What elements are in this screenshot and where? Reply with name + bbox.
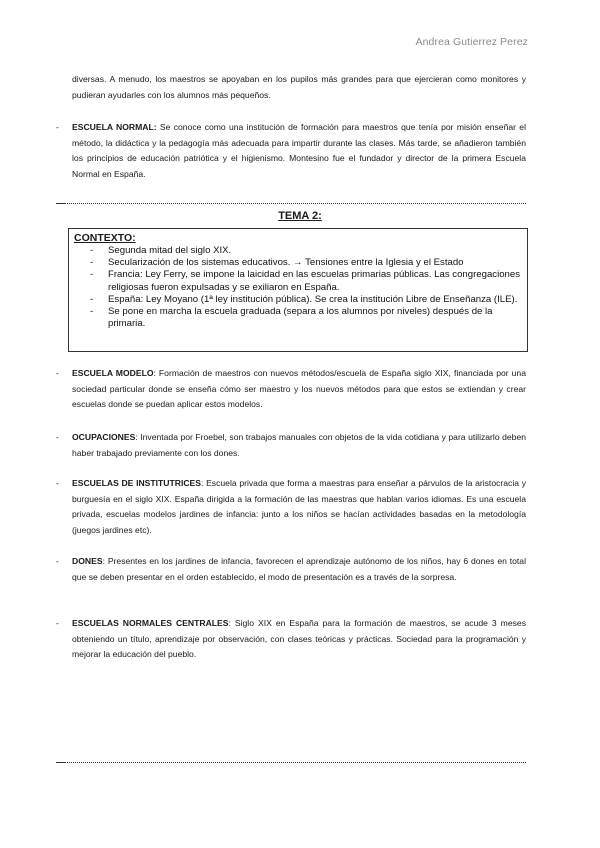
definition: : Presentes en los jardines de infancia, favorecen el aprendizaje autónomo de los niños, hay 6 dones en total que se deben presentar en el orden establecido, el modo de presentación es a través de la sorpresa. xyxy=(72,556,526,582)
bullet-dash: - xyxy=(56,368,59,378)
context-item: - Se pone en marcha la escuela graduada (separa a los alumnos por niveles) después de la primaria. xyxy=(90,306,493,330)
context-title: CONTEXTO: xyxy=(74,232,136,244)
term-escuela-normal: ESCUELA NORMAL: xyxy=(72,122,157,132)
item-escuelas-normales-centrales xyxy=(56,616,526,663)
bullet-dash: - xyxy=(56,556,59,566)
item-escuela-modelo xyxy=(56,366,526,413)
bullet-dash: - xyxy=(56,122,59,132)
term: DONES xyxy=(72,556,103,566)
definition: : Escuela privada que forma a maestras para enseñar a párvulos de la aristocracia y burguesía en el siglo XIX. España dirigida a la formación de las maestras que hablan varios idiomas. Es una escuela privada, escuelas modelos jardines de infancia: junto a los niños se hacían actividades basadas en la metodología (juegos jardines etc). xyxy=(72,478,526,535)
item-escuelas-institutrices xyxy=(56,476,526,538)
bullet-dash: - xyxy=(56,432,59,442)
term: ESCUELAS NORMALES CENTRALES xyxy=(72,618,229,628)
definition: : Siglo XIX en España para la formación de maestros, se acude 3 meses obteniendo un título, aprendizaje por observación, con clases teóricas y prácticas. Sociedad para la programación y mejorar la educación del pueblo. xyxy=(72,618,526,660)
bullet-dash: - xyxy=(56,478,59,488)
definition: : Formación de maestros con nuevos métodos/escuela de España siglo XIX, financiada por una sociedad particular donde se enseña cómo ser maestro y los nuevos métodos para que estos se extiendan y crear escuelas donde se puedan aplicar estos modelos. xyxy=(72,368,526,410)
term: OCUPACIONES xyxy=(72,432,136,442)
item-ocupaciones xyxy=(56,430,526,461)
item-dones xyxy=(56,554,526,585)
context-item: - Segunda mitad del siglo XIX. xyxy=(90,245,232,256)
bullet-dash: - xyxy=(56,618,59,628)
item-escuela-normal xyxy=(56,120,526,182)
header-author: Andrea Gutierrez Perez xyxy=(415,36,528,48)
tema-title: TEMA 2: xyxy=(278,210,322,222)
section-divider-bottom xyxy=(56,762,526,763)
definition: : Inventada por Froebel, son trabajos manuales con objetos de la vida cotidiana y para utilizarlo deben haber trabajado previamente con los dones. xyxy=(72,432,526,458)
context-item: - Secularización de los sistemas educativos. → Tensiones entre la Iglesia y el Estado xyxy=(90,257,464,269)
text-escuela-normal: Se conoce como una institución de formación para maestros que tenía por misión enseñar el método, la didáctica y la pedagogía más adecuada para impartir durante las clases. Más tarde, se añadieron también los principios de educación patriótica y el higienismo. Montesino fue el fundador y director de la primera Escuela Normal en España. xyxy=(72,122,526,179)
context-box xyxy=(68,228,528,352)
intro-paragraph: diversas. A menudo, los maestros se apoyaban en los pupilos más grandes para que ejercieran como monitores y pudieran ayudarles con los alumnos más pequeños. xyxy=(72,74,526,100)
context-item: - España: Ley Moyano (1ª ley institución pública). Se crea la institución Libre de Enseñanza (ILE). xyxy=(90,293,518,305)
context-item: - Francia: Ley Ferry, se impone la laicidad en las escuelas primarias públicas. Las congregaciones religiosas fueron expulsadas y se exiliaron en España. xyxy=(90,269,521,293)
context-list xyxy=(74,245,522,330)
term: ESCUELA MODELO xyxy=(72,368,154,378)
term: ESCUELAS DE INSTITUTRICES xyxy=(72,478,202,488)
section-divider-top xyxy=(56,203,526,204)
